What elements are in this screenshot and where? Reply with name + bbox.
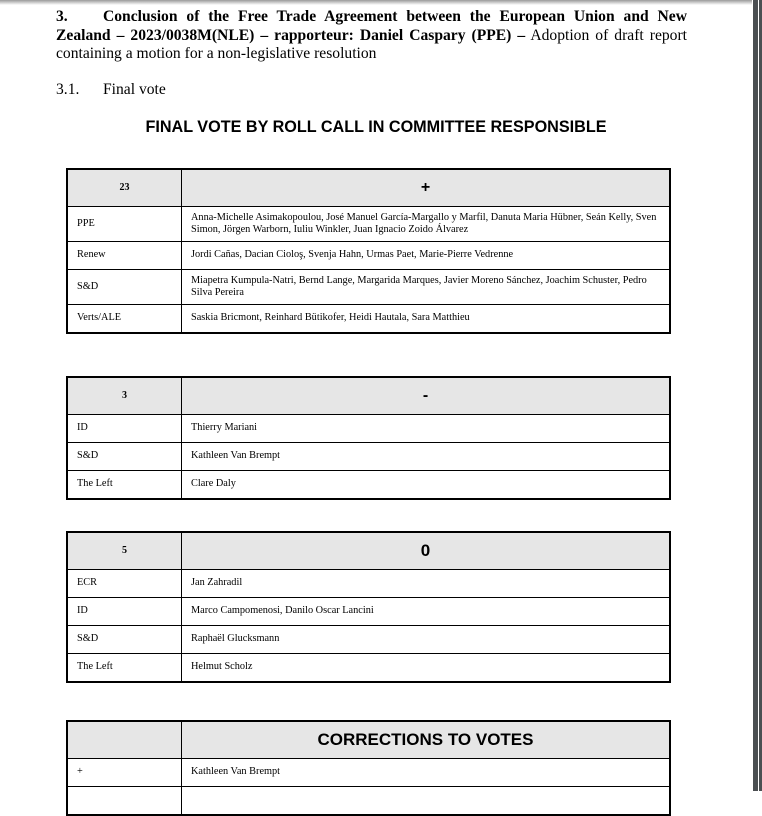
group-cell: S&D (67, 270, 182, 305)
scrollbar-track[interactable] (753, 0, 758, 791)
page-top-shadow (0, 0, 752, 5)
group-cell: PPE (67, 207, 182, 242)
members-cell: Clare Daly (182, 471, 671, 500)
vote-table-against (66, 376, 671, 500)
table-row (67, 626, 670, 654)
table-row (67, 207, 670, 242)
members-cell: Jan Zahradil (182, 570, 671, 598)
subsection-number: 3.1. (56, 81, 80, 98)
members-cell: Miapetra Kumpula-Natri, Bernd Lange, Margarida Marques, Javier Moreno Sánchez, Joachim Schuster, Pedro Silva Pereira (182, 270, 671, 305)
group-cell: S&D (67, 443, 182, 471)
members-cell: Marco Campomenosi, Danilo Oscar Lancini (182, 598, 671, 626)
vote-symbol: + (182, 169, 671, 207)
section-number: 3. (56, 8, 68, 25)
group-cell: S&D (67, 626, 182, 654)
table-row (67, 570, 670, 598)
table-row (67, 759, 670, 787)
members-cell: Kathleen Van Brempt (182, 759, 671, 787)
table-row (67, 415, 670, 443)
members-cell: Kathleen Van Brempt (182, 443, 671, 471)
subsection-title: Final vote (103, 81, 166, 98)
members-cell: Raphaël Glucksmann (182, 626, 671, 654)
members-cell: Anna-Michelle Asimakopoulou, José Manuel García-Margallo y Marfil, Danuta Maria Hübner, Seán Kelly, Sven Simon, Jörgen Warborn, Iuliu Winkler, Juan Ignacio Zoido Álvarez (182, 207, 671, 242)
viewer-scrollbar[interactable] (752, 0, 762, 791)
section-heading (56, 8, 687, 64)
corrections-table (66, 720, 671, 816)
vote-table-for (66, 168, 671, 334)
members-cell: Thierry Mariani (182, 415, 671, 443)
vote-title: FINAL VOTE BY ROLL CALL IN COMMITTEE RESPONSIBLE (145, 118, 607, 136)
group-cell: Verts/ALE (67, 305, 182, 334)
table-row (67, 443, 670, 471)
table-header-row (67, 532, 670, 570)
vote-table-abstain (66, 531, 671, 683)
vote-symbol: 0 (182, 532, 671, 570)
table-row (67, 598, 670, 626)
members-cell: Helmut Scholz (182, 654, 671, 683)
subsection-heading (56, 81, 166, 99)
corrections-title: CORRECTIONS TO VOTES (182, 721, 671, 759)
table-row (67, 270, 670, 305)
group-cell: ECR (67, 570, 182, 598)
table-row (67, 242, 670, 270)
table-header-row (67, 721, 670, 759)
corrections-empty-header (67, 721, 182, 759)
correction-symbol-cell: + (67, 759, 182, 787)
table-row (67, 471, 670, 500)
table-header-row (67, 377, 670, 415)
group-cell: The Left (67, 654, 182, 683)
group-cell: ID (67, 598, 182, 626)
vote-symbol: - (182, 377, 671, 415)
vote-count: 23 (67, 169, 182, 207)
table-row (67, 305, 670, 334)
section-title-regular: Adoption of draft report containing a motion for a non-legislative resolution (56, 26, 687, 62)
vote-count: 3 (67, 377, 182, 415)
vote-count: 5 (67, 532, 182, 570)
group-cell: The Left (67, 471, 182, 500)
table-header-row (67, 169, 670, 207)
table-row (67, 654, 670, 683)
section-title-bold: Conclusion of the Free Trade Agreement between the European Union and New Zealand – 2023/0038M(NLE) – rapporteur: Daniel Caspary (PPE) – (56, 8, 687, 44)
group-cell: Renew (67, 242, 182, 270)
group-cell: ID (67, 415, 182, 443)
members-cell: Saskia Bricmont, Reinhard Bütikofer, Heidi Hautala, Sara Matthieu (182, 305, 671, 334)
members-cell: Jordi Cañas, Dacian Cioloş, Svenja Hahn, Urmas Paet, Marie-Pierre Vedrenne (182, 242, 671, 270)
